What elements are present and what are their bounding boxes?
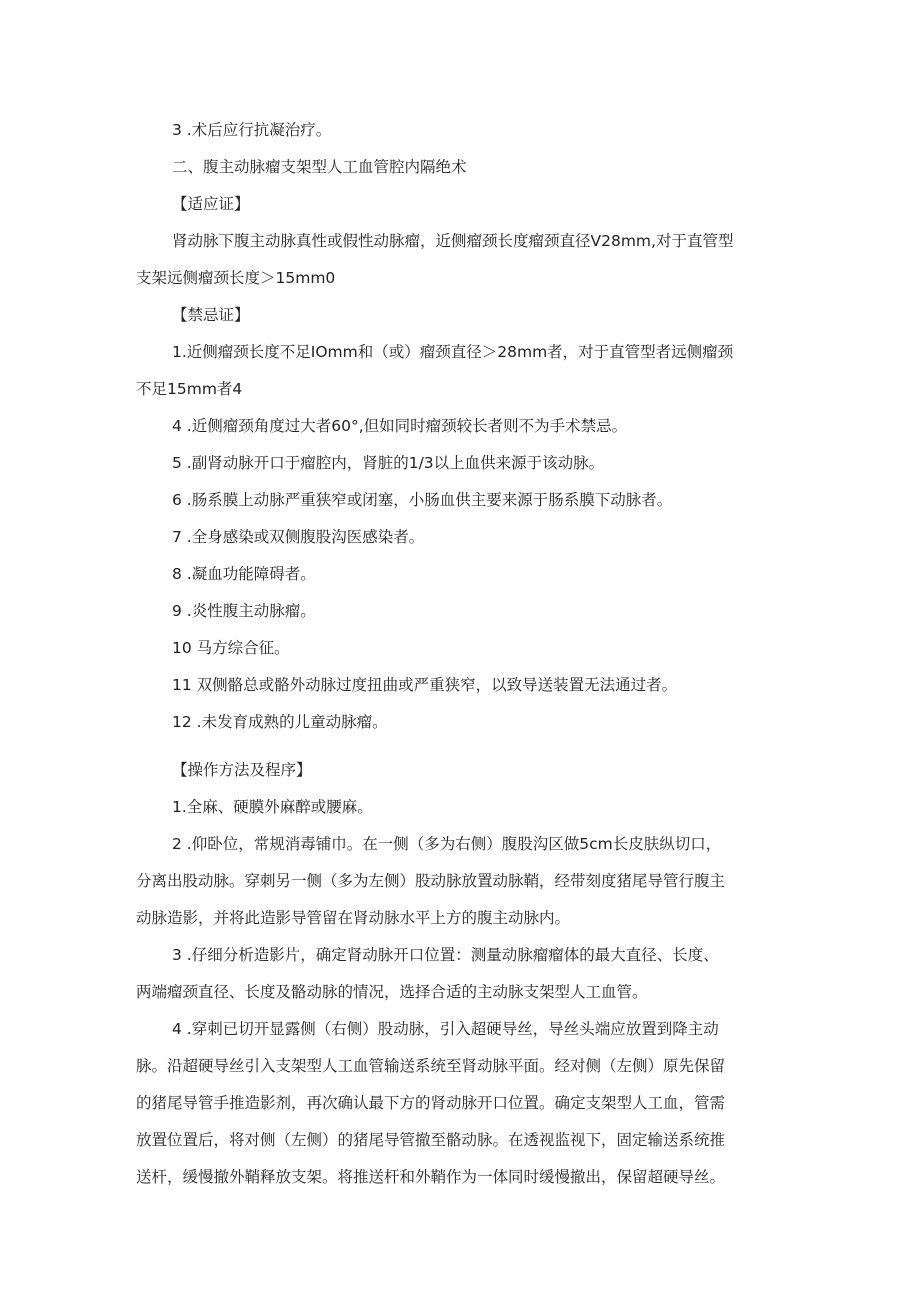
paragraph-indications-cont: 支架远侧瘤颈长度＞15mm0 <box>136 269 336 287</box>
section-heading-aaa-stent-graft: 二、腹主动脉瘤支架型人工血管腔内隔绝术 <box>172 158 467 176</box>
list-item-contra-5: 5 .副肾动脉开口于瘤腔内，肾脏的1/3以上血供来源于该动脉。 <box>172 454 605 472</box>
list-item-contra-4: 4 .近侧瘤颈角度过大者60°,但如同时瘤颈较长者则不为手术禁忌。 <box>172 417 628 435</box>
list-item-contra-11: 11 双侧骼总或骼外动脉过度扭曲或严重狭窄，以致导送装置无法通过者。 <box>172 676 678 694</box>
heading-indications: 【适应证】 <box>172 195 250 213</box>
list-item-contra-9: 9 .炎性腹主动脉瘤。 <box>172 602 316 620</box>
list-item-step-2: 2 .仰卧位，常规消毒铺巾。在一侧（多为右侧）腹股沟区做5cm长皮肤纵切口， <box>172 835 722 853</box>
list-item-step-1: 1.全麻、硬膜外麻醉或腰麻。 <box>172 798 373 816</box>
list-item-contra-12: 12 .未发育成熟的儿童动脉瘤。 <box>172 713 388 731</box>
list-item-step-4-cont-d: 送杆，缓慢撤外鞘释放支架。将推送杆和外鞘作为一体同时缓慢撤出，保留超硬导丝。 <box>136 1168 726 1186</box>
list-item-contra-7: 7 .全身感染或双侧腹股沟医感染者。 <box>172 528 425 546</box>
list-item-contra-10: 10 马方综合征。 <box>172 639 290 657</box>
list-item-contra-1-cont: 不足15mm者4 <box>136 380 243 398</box>
list-item-step-4-cont-a: 脉。沿超硬导丝引入支架型人工血管输送系统至肾动脉平面。经对侧（左侧）原先保留 <box>136 1057 726 1075</box>
heading-procedure: 【操作方法及程序】 <box>172 761 312 779</box>
list-item-step-4: 4 .穿刺已切开显露侧（右侧）股动脉，引入超硬导丝，导丝头端应放置到降主动 <box>172 1020 719 1038</box>
paragraph-postop-anticoagulation: 3 .术后应行抗凝治疗。 <box>172 121 332 139</box>
paragraph-indications: 肾动脉下腹主动脉真性或假性动脉瘤，近侧瘤颈长度瘤颈直径V28mm,对于直管型 <box>172 232 734 250</box>
heading-contraindications: 【禁忌证】 <box>172 306 250 324</box>
list-item-step-3-cont: 两端瘤颈直径、长度及骼动脉的情况，选择合适的主动脉支架型人工血管。 <box>136 983 648 1001</box>
list-item-step-4-cont-b: 的猪尾导管手推造影剂，再次确认最下方的肾动脉开口位置。确定支架型人工血，管需 <box>136 1094 726 1112</box>
list-item-contra-1: 1.近侧瘤颈长度不足IOmm和（或）瘤颈直径＞28mm者，对于直管型者远侧瘤颈 <box>172 343 734 361</box>
list-item-step-2-cont-a: 分离出股动脉。穿刺另一侧（多为左侧）股动脉放置动脉鞘，经带刻度猪尾导管行腹主 <box>136 872 726 890</box>
list-item-step-4-cont-c: 放置位置后，将对侧（左侧）的猪尾导管撤至骼动脉。在透视监视下，固定输送系统推 <box>136 1131 726 1149</box>
list-item-contra-6: 6 .肠系膜上动脉严重狭窄或闭塞，小肠血供主要来源于肠系膜下动脉者。 <box>172 491 673 509</box>
document-body <box>136 112 796 1196</box>
list-item-step-3: 3 .仔细分析造影片，确定肾动脉开口位置：测量动脉瘤瘤体的最大直径、长度、 <box>172 946 719 964</box>
list-item-contra-8: 8 .凝血功能障碍者。 <box>172 565 316 583</box>
list-item-step-2-cont-b: 动脉造影，并将此造影导管留在肾动脉水平上方的腹主动脉内。 <box>136 909 571 927</box>
